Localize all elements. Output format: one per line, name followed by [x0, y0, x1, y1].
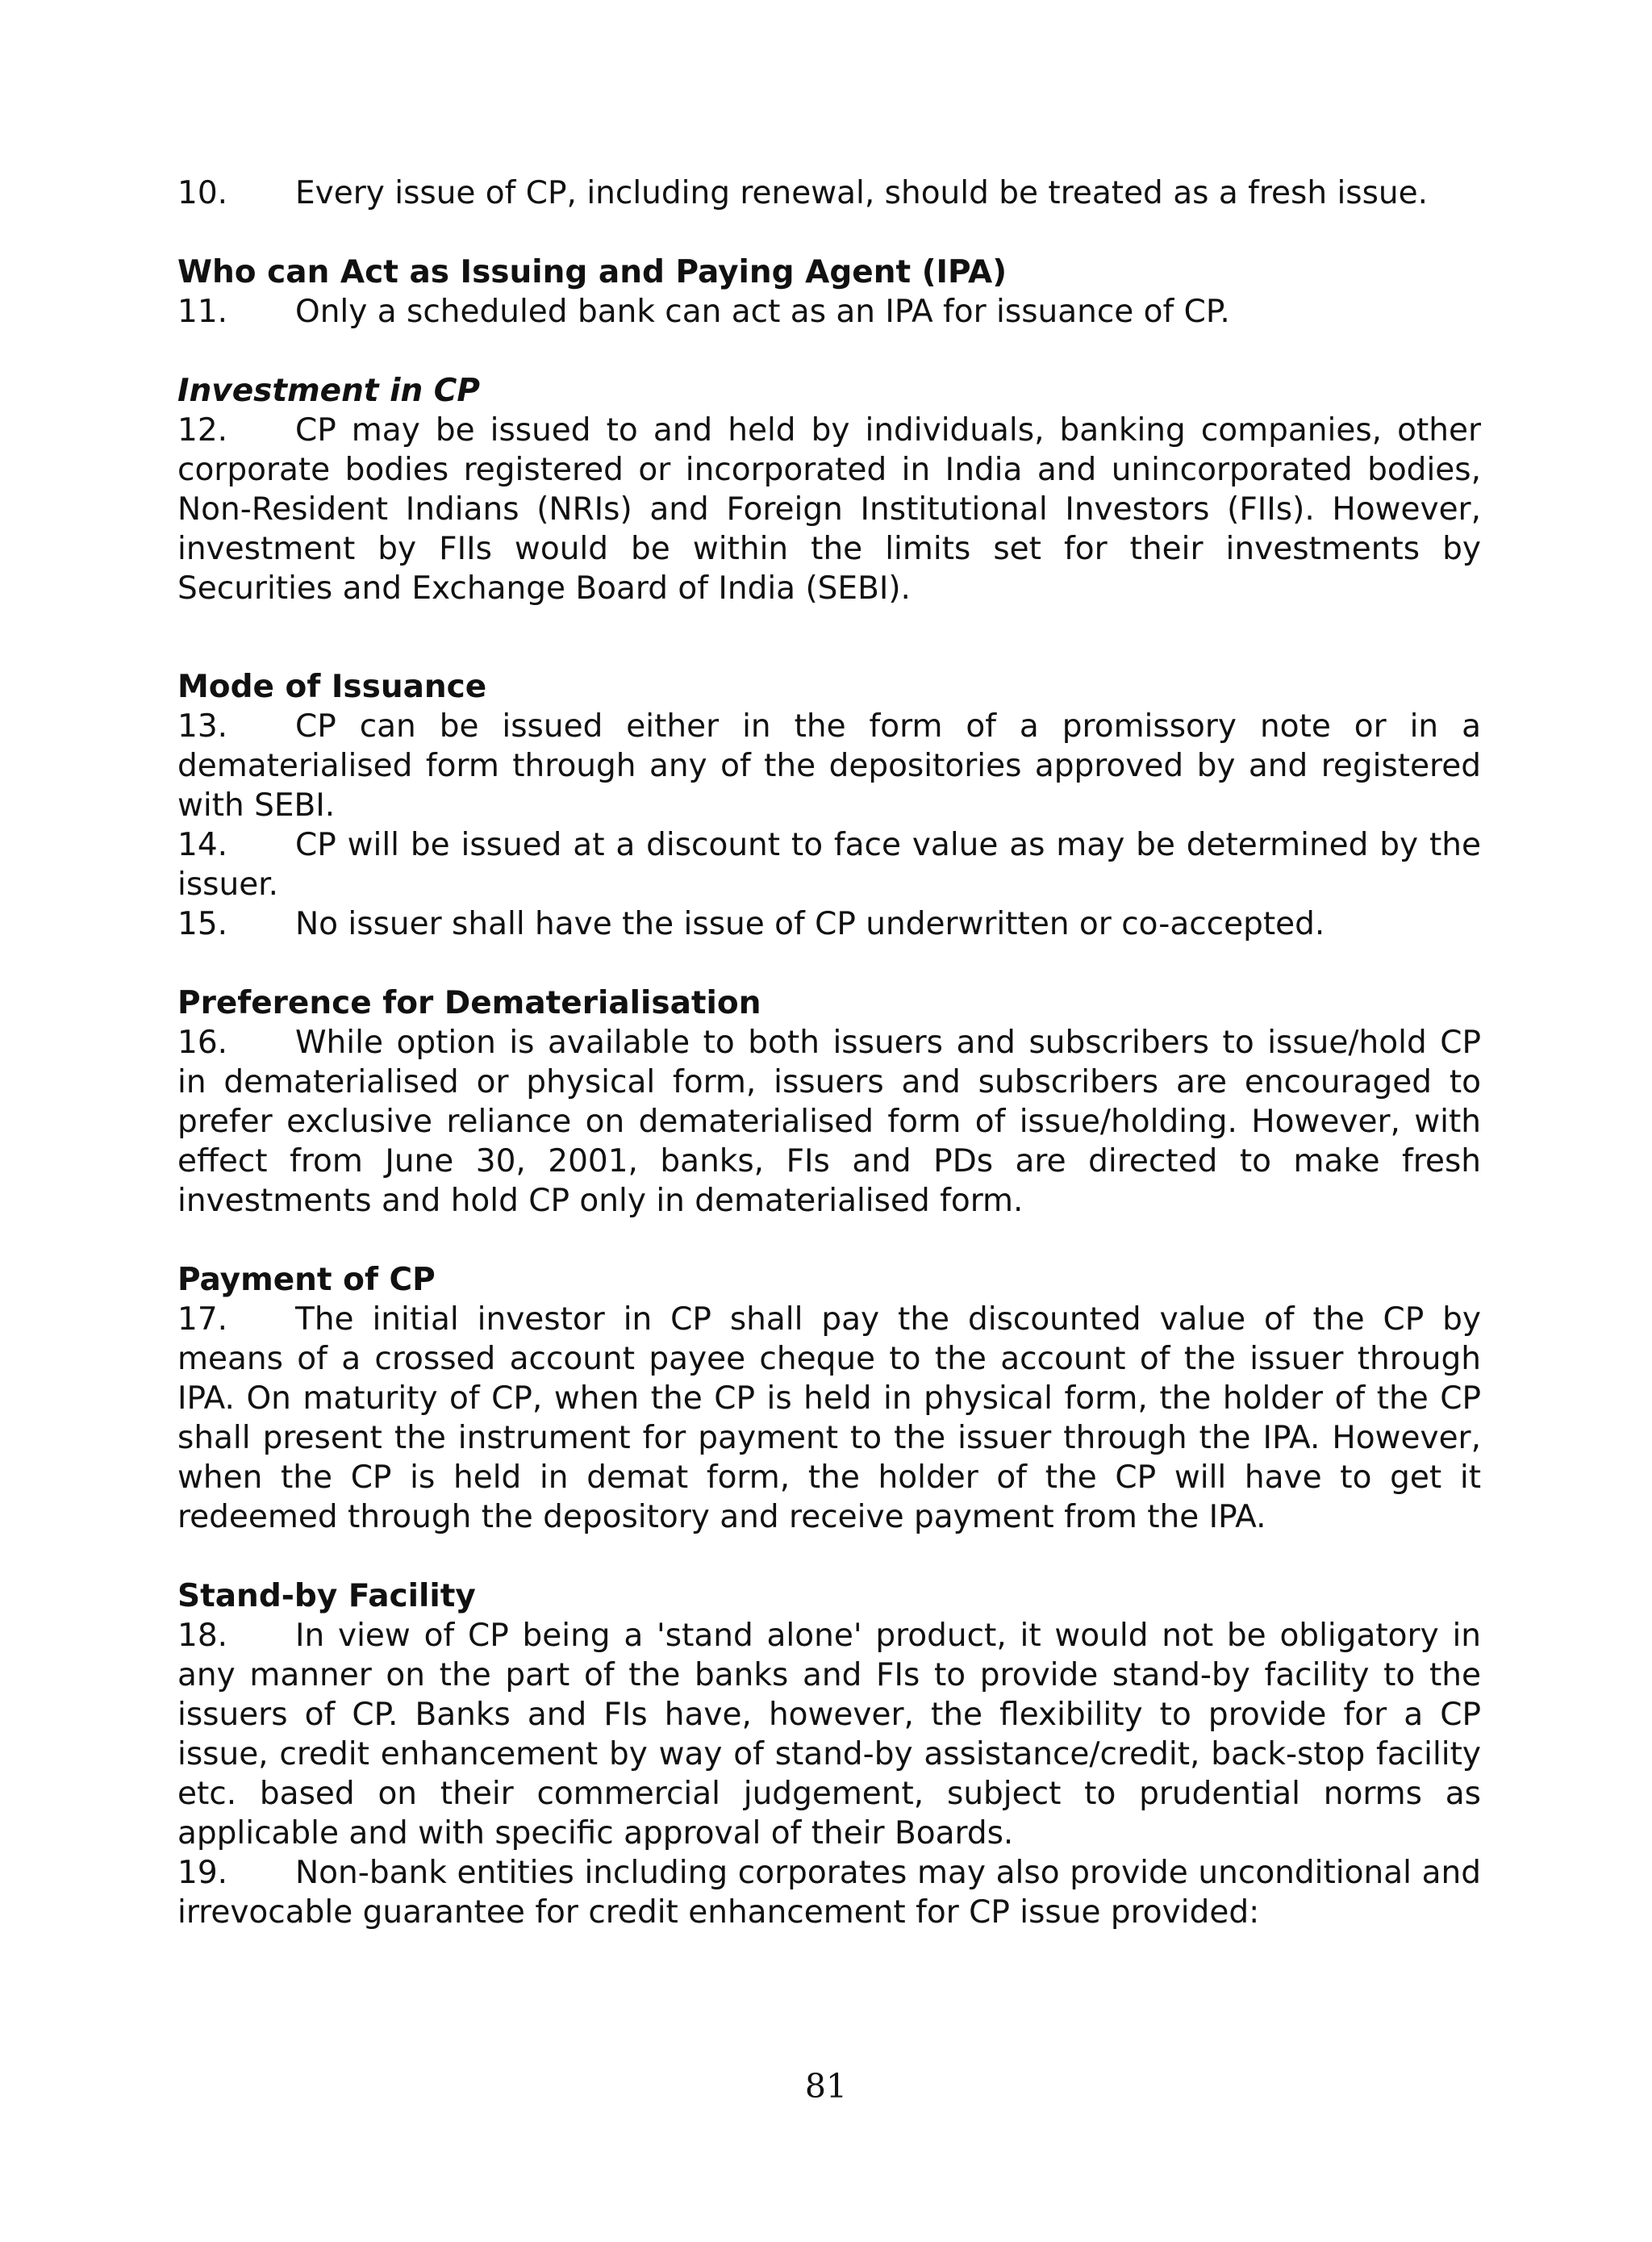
paragraph-18 [177, 1616, 1481, 1853]
paragraph-19 [177, 1853, 1481, 1932]
paragraph-number: 11. [177, 294, 228, 330]
section-heading-mode-of-issuance: Mode of Issuance [177, 669, 487, 705]
paragraph-number: 15. [177, 906, 228, 942]
page-number: 81 [804, 2067, 848, 2106]
paragraph-12 [177, 411, 1481, 608]
paragraph-text: In view of CP being a 'stand alone' product, it would not be obligatory in any manner on the part of the banks and FIs to provide stand-by facility to the issuers of CP. Banks and FIs have, however, the flexibility to provide for a CP issue, credit enhancement by way of stand-by assistance/credit, back-stop facility etc. based on their commercial judgement, subject to prudential norms as applicable and with specific approval of their Boards. [177, 1618, 1481, 1852]
section-heading-preference: Preference for Dematerialisation [177, 985, 761, 1021]
paragraph-10 [177, 173, 1481, 213]
paragraph-number: 13. [177, 708, 228, 745]
paragraph-14 [177, 825, 1481, 904]
paragraph-text: While option is available to both issuers and subscribers to issue/hold CP in dematerialised or physical form, issuers and subscribers are encouraged to prefer exclusive reliance on dematerialised form of issue/holding. However, with effect from June 30, 2001, banks, FIs and PDs are directed to make fresh investments and hold CP only in dematerialised form. [177, 1025, 1481, 1219]
document-page [177, 173, 1481, 1932]
paragraph-16 [177, 1023, 1481, 1221]
paragraph-number: 16. [177, 1025, 228, 1061]
paragraph-15 [177, 904, 1481, 944]
paragraph-text: The initial investor in CP shall pay the discounted value of the CP by means of a crossed account payee cheque to the account of the issuer through IPA. On maturity of CP, when the CP is held in physical form, the holder of the CP shall present the instrument for payment to the issuer through the IPA. However, when the CP is held in demat form, the holder of the CP will have to get it redeemed through the depository and receive payment from the IPA. [177, 1301, 1481, 1535]
paragraph-text: CP can be issued either in the form of a promissory note or in a dematerialised form through any of the depositories approved by and registered with SEBI. [177, 708, 1481, 824]
section-heading-standby: Stand-by Facility [177, 1578, 476, 1614]
paragraph-number: 17. [177, 1301, 228, 1338]
paragraph-text: CP will be issued at a discount to face value as may be determined by the issuer. [177, 827, 1481, 903]
paragraph-number: 19. [177, 1855, 228, 1891]
paragraph-text: Non-bank entities including corporates may also provide unconditional and irrevocable guarantee for credit enhancement for CP issue provided: [177, 1855, 1481, 1931]
paragraph-text: Only a scheduled bank can act as an IPA for issuance of CP. [295, 294, 1230, 330]
paragraph-text: Every issue of CP, including renewal, should be treated as a fresh issue. [295, 175, 1429, 211]
paragraph-text: CP may be issued to and held by individuals, banking companies, other corporate bodies registered or incorporated in India and unincorporated bodies, Non-Resident Indians (NRIs) and Foreign Institutional Investors (FIIs). However, investment by FIIs would be within the limits set for their investments by Securities and Exchange Board of India (SEBI). [177, 412, 1481, 607]
paragraph-text: No issuer shall have the issue of CP underwritten or co-accepted. [295, 906, 1325, 942]
paragraph-11 [177, 292, 1481, 332]
section-heading-ipa: Who can Act as Issuing and Paying Agent (IPA) [177, 254, 1007, 290]
paragraph-number: 10. [177, 175, 228, 211]
section-heading-investment: Investment in CP [177, 373, 480, 409]
paragraph-number: 18. [177, 1618, 228, 1654]
paragraph-number: 14. [177, 827, 228, 863]
paragraph-13 [177, 707, 1481, 825]
section-heading-payment: Payment of CP [177, 1262, 436, 1298]
paragraph-17 [177, 1300, 1481, 1537]
paragraph-number: 12. [177, 412, 228, 449]
